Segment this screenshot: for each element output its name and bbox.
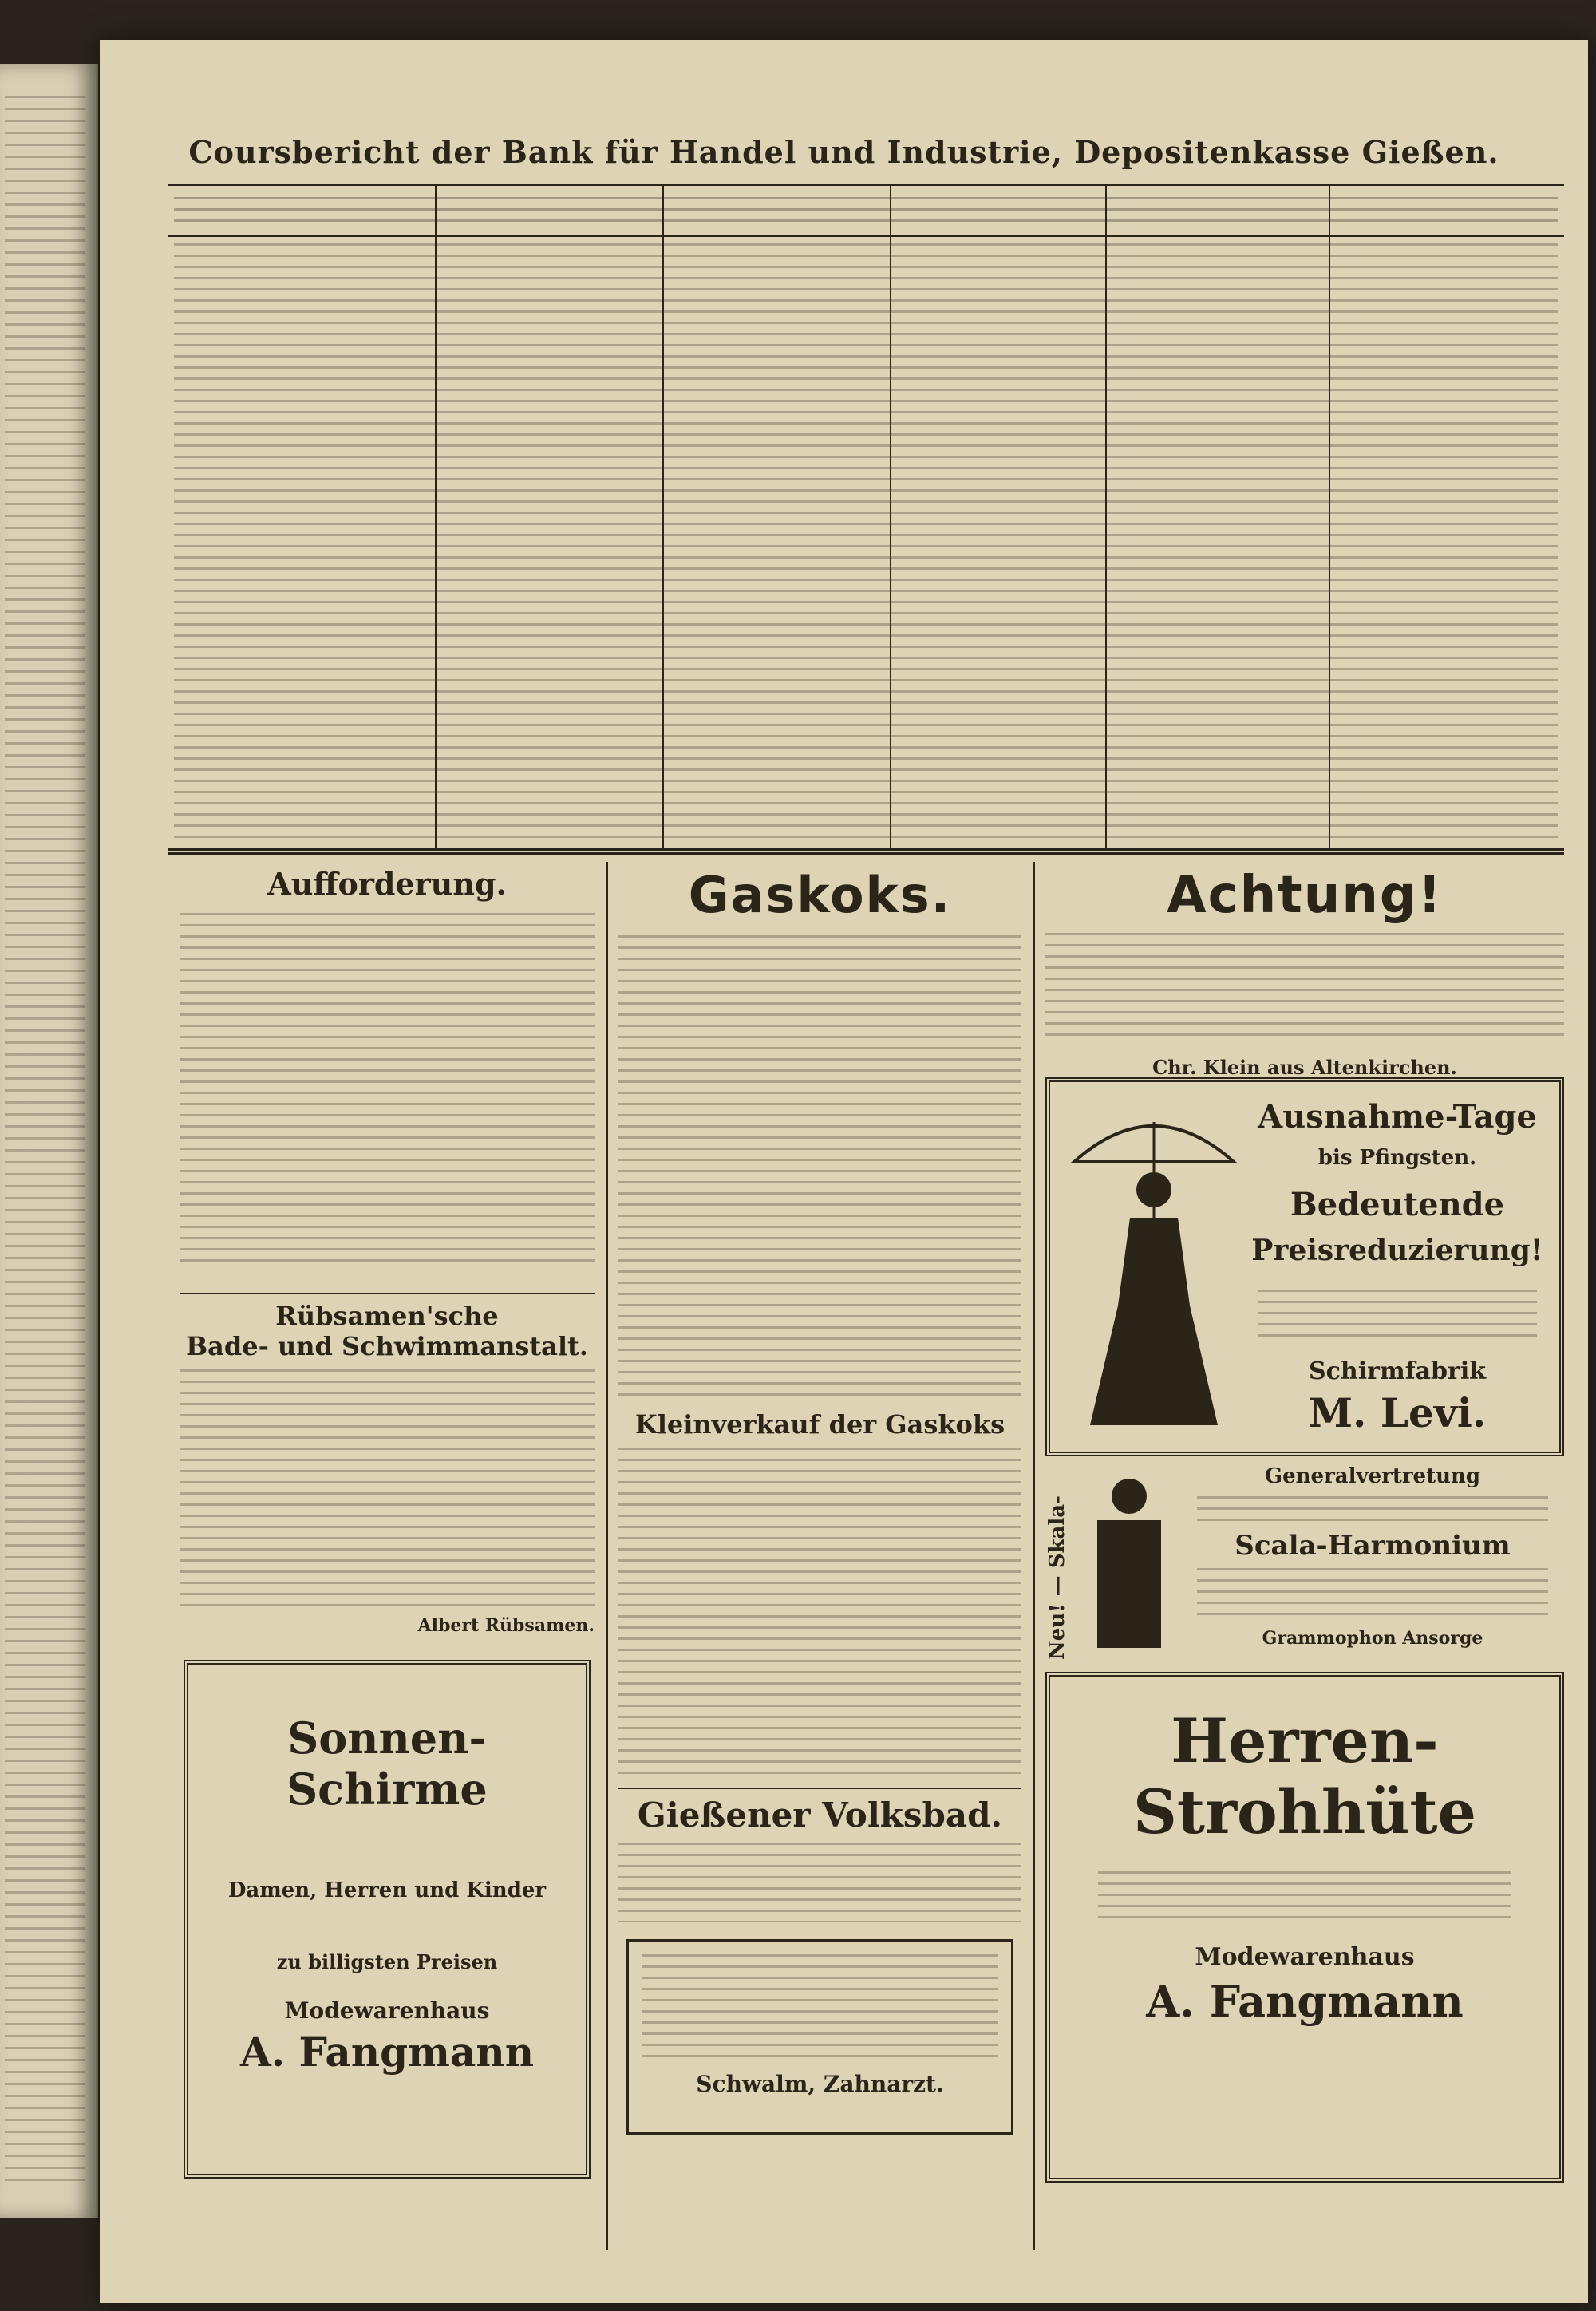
ausnahme-line1: Bedeutende [1290, 1186, 1505, 1223]
ad-schwalm [626, 1939, 1013, 2135]
previous-page-edge [0, 64, 98, 2218]
lady-umbrella-icon [1066, 1098, 1242, 1433]
scala-firm: Grammophon Ansorge [1262, 1628, 1483, 1649]
ad-aufforderung [180, 866, 595, 1281]
ruebsamen-signature: Albert Rübsamen. [417, 1615, 595, 1636]
aufforderung-title: Aufforderung. [267, 866, 507, 902]
harmonium-illustration [1085, 1472, 1173, 1656]
table-body [174, 243, 1558, 842]
ad-sonnenschirme [184, 1660, 591, 2179]
ausnahme-firm2: M. Levi. [1308, 1389, 1487, 1436]
herren-body [1098, 1871, 1511, 1927]
sonnenschirme-line1: Damen, Herren und Kinder [227, 1878, 547, 1902]
herren-title1: Herren- [1171, 1705, 1439, 1776]
herren-firm-type: Modewarenhaus [1195, 1943, 1415, 1971]
sonnenschirme-title: Sonnen-Schirme [286, 1713, 488, 1815]
scala-intro [1197, 1496, 1548, 1528]
volksbad-title: Gießener Volksbad. [637, 1795, 1003, 1835]
ad-ausnahme-tage [1045, 1077, 1564, 1456]
kleinverkauf-title: Kleinverkauf der Gaskoks [634, 1409, 1005, 1440]
schwalm-body [642, 1954, 998, 2058]
gaskoks-title: Gaskoks. [688, 866, 952, 924]
schwalm-name: Schwalm, Zahnarzt. [696, 2071, 944, 2097]
ruebsamen-title-2: Bade- und Schwimmanstalt. [186, 1331, 588, 1361]
volksbad-body [618, 1843, 1021, 1922]
ad-ruebsamen [180, 1301, 595, 1644]
herren-title2: Strohhüte [1133, 1776, 1476, 1847]
ausnahme-line2: Preisreduzierung! [1251, 1234, 1543, 1267]
ad-scala-harmonium [1045, 1464, 1564, 1660]
achtung-title: Achtung! [1167, 866, 1443, 925]
ausnahme-firm1: Schirmfabrik [1309, 1357, 1486, 1385]
ausnahme-subtitle: bis Pfingsten. [1317, 1146, 1477, 1170]
scala-body [1197, 1568, 1548, 1624]
page-title: Coursbericht der Bank für Handel und Industrie, Depositenkasse Gießen. [188, 134, 1499, 170]
table-header-row [174, 197, 1558, 229]
harmonium-icon [1085, 1472, 1173, 1656]
kleinverkauf-body [618, 1448, 1021, 1783]
scala-side-text: Neu! — Skala- [1045, 1495, 1069, 1660]
ad-achtung [1045, 866, 1564, 1077]
stock-table [168, 184, 1564, 851]
ruebsamen-title-1: Rübsamen'sche [275, 1301, 499, 1331]
scala-title: Generalvertretung [1264, 1464, 1481, 1488]
ad-herren-strohhuete [1045, 1672, 1564, 2183]
sonnenschirme-line2: zu billigsten Preisen [276, 1950, 498, 1973]
aufforderung-body [180, 913, 595, 1264]
achtung-body [1045, 933, 1564, 1045]
ad-gaskoks [618, 866, 1021, 1784]
scala-name: Scala-Harmonium [1235, 1530, 1511, 1562]
sonnenschirme-firm: A. Fangmann [239, 2029, 535, 2076]
lady-illustration [1066, 1098, 1242, 1433]
herren-firm: A. Fangmann [1146, 1976, 1464, 2027]
ad-volksbad [618, 1795, 1021, 1927]
ausnahme-title: Ausnahme-Tage [1258, 1098, 1537, 1136]
ruebsamen-body [180, 1369, 595, 1609]
newspaper-page [100, 40, 1588, 2303]
ausnahme-details [1258, 1290, 1537, 1345]
gaskoks-body [618, 935, 1021, 1398]
achtung-signature: Chr. Klein aus Altenkirchen. [1152, 1056, 1457, 1079]
sonnenschirme-firm-type: Modewarenhaus [284, 1997, 490, 2024]
